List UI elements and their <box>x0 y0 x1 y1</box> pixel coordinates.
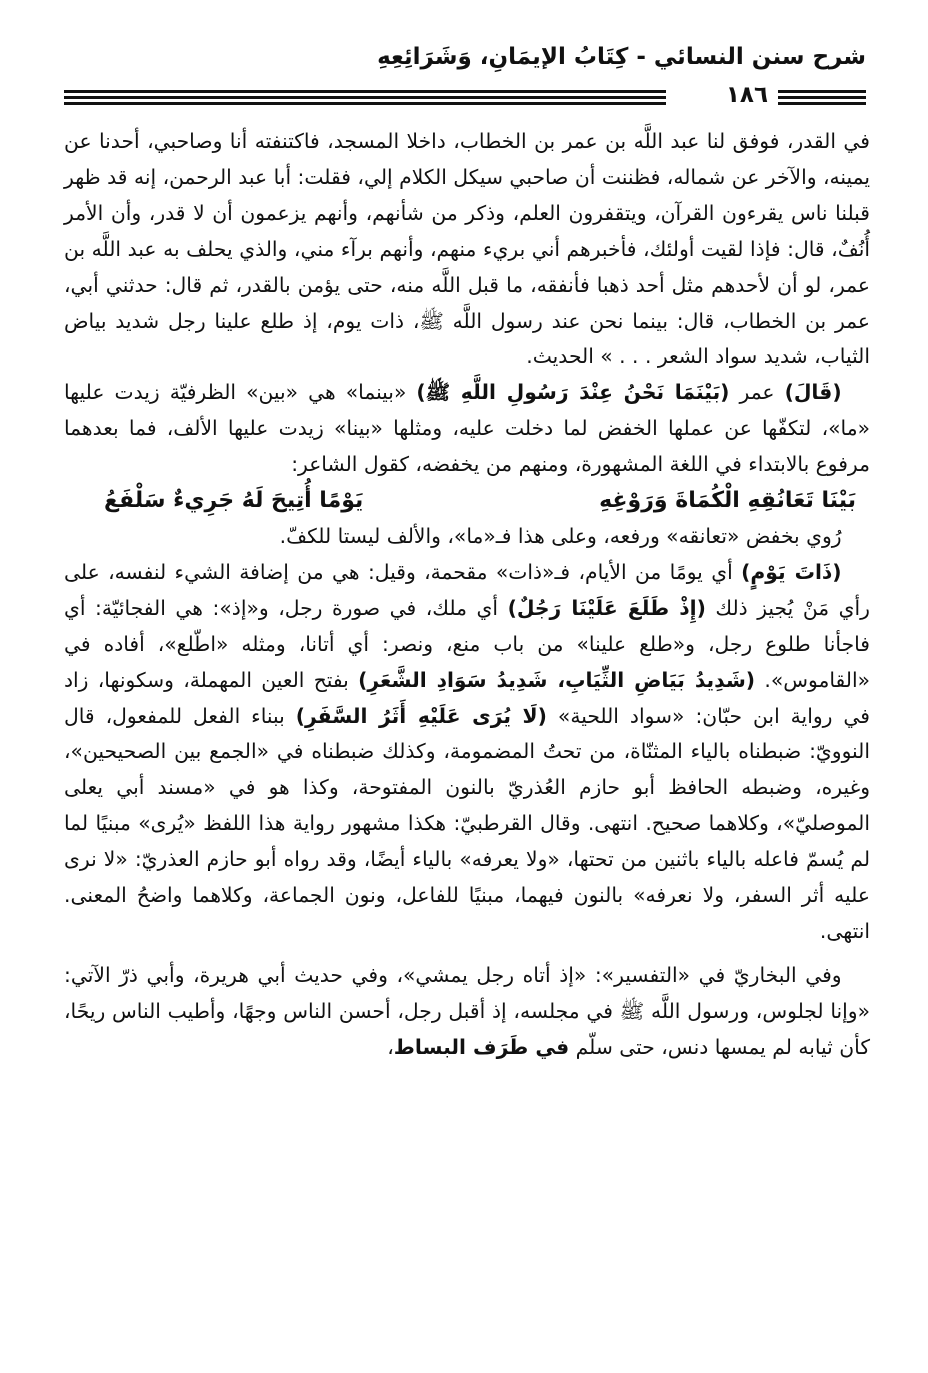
main-text <box>64 124 870 1324</box>
running-title: شرح سنن النسائي - كِتَابُ الإيمَانِ، وَشَرَائِعِهِ <box>377 44 866 70</box>
verse-hemistich-second: يَوْمًا أُتِيحَ لَهُ جَرِيءٌ سَلْفَعُ <box>104 488 364 514</box>
quoted-matn: (ذَاتَ يَوْمٍ) <box>741 559 842 584</box>
paragraph-commentary-4 <box>64 958 870 1066</box>
text-run: ببناء الفعل للمفعول، قال النوويّ: ضبطناه بالياء المثنّاة، من تحتُ المضمومة، وكذلك ضبطناه في «الجمع بين الصحيحين»، وغيره، وضبطه الحافظ أبو حازم العُذريّ بالنون المفتوحة، وكذا هو في «مسند أبي يعلى الموصليّ»، وكلاهما صحيح. انتهى. وقال القرطبيّ: هكذا مشهور رواية هذا اللفظ «يُرى» مبنيًا لما لم يُسمّ فاعله بالياء باثنين من تحتها، «ولا يعرفه» بالياء أيضًا، وقد رواه أبو حازم العذريّ: «لا نرى عليه أثر السفر، ولا نعرفه» بالنون فيهما، مبنيًا للفاعل، ونون الجماعة، وكلاهما واضحُ المعنى. انتهى. <box>64 703 870 943</box>
paragraph-commentary-1 <box>64 375 870 483</box>
quoted-matn: (قَالَ) <box>784 380 842 405</box>
quoted-matn: (إِذْ طَلَعَ عَلَيْنَا رَجُلٌ) <box>507 595 706 620</box>
page-number: ١٨٦ <box>725 82 768 108</box>
header-rule <box>64 90 666 108</box>
text-run: «بينما» هي «بين» الظرفيّة زيدت عليها «ما»، لتكفّها عن عملها الخفض لما دخلت عليه، ومثلها «بينا» زيدت عليها الألف، فما بعدهما مرفوع بالابتداء في اللغة المشهورة، ومنهم من يخفضه، كقول الشاعر: <box>64 380 870 477</box>
quoted-matn: (لَا يُرَى عَلَيْهِ أَثَرُ السَّفَرِ) <box>295 703 547 728</box>
header-rule-short <box>778 90 866 108</box>
quoted-matn: (بَيْنَمَا نَحْنُ عِنْدَ رَسُولِ اللَّهِ ﷺ) <box>416 380 730 405</box>
text-run: أي ملك، في صورة رجل، و«إذ»: هي الفجائيّة: أي فاجأنا طلوع رجل، و«طلع علينا» من باب منع، ونصر: أي أتانا، ومثله «اطّلع»، أفاده في «القاموس». <box>64 595 871 692</box>
text-run: عمر <box>729 380 785 405</box>
paragraph-commentary-3 <box>64 555 870 950</box>
emphasis: في طَرَف البساط <box>393 1034 570 1059</box>
poetry-verse <box>64 483 870 519</box>
paragraph-commentary-2: رُوي بخفض «تعانقه» ورفعه، وعلى هذا فـ«ما»، والألف ليستا للكفّ. <box>279 523 842 548</box>
verse-hemistich-first: بَيْنَا تَعَانُقِهِ الْكُمَاةَ وَرَوْغِهِ <box>599 488 856 514</box>
quoted-matn: (شَدِيدُ بَيَاضِ الثِّيَابِ، شَدِيدُ سَوَادِ الشَّعَرِ) <box>358 667 756 692</box>
page-header <box>64 44 866 106</box>
text-run: أي يومًا من الأيام، فـ«ذات» مقحمة، وقيل: هي من إضافة الشيء لنفسه، على رأي مَنْ يُجيز ذلك <box>64 559 870 620</box>
text-run: بفتح العين المهملة، وسكونها، زاد في رواية ابن حبّان: «سواد اللحية» <box>64 667 871 728</box>
text-run: وفي البخاريّ في «التفسير»: «إذ أتاه رجل يمشي»، وفي حديث أبي هريرة، وأبي ذرّ الآتي: «وإنا لجلوس، ورسول اللَّه ﷺ في مجلسه، إذ أقبل رجل، أحسن الناس وجهًا، وأطيب الناس ريحًا، كأن ثيابه لم يمسها دنس، حتى سلّم <box>64 962 870 1059</box>
text-run: ، <box>387 1034 394 1059</box>
paragraph-hadith: في القدر، فوفق لنا عبد اللَّه بن عمر بن الخطاب، داخلا المسجد، فاكتنفته أنا وصاحبي، أحدنا عن يمينه، والآخر عن شماله، فظننت أن صاحبي سيكل الكلام إلي، فقلت: أبا عبد الرحمن، إنه قد ظهر قبلنا ناس يقرءون القرآن، ويتقفرون العلم، وذكر من شأنهم، وأنهم يزعمون أن لا قدر، وأن الأمر أُنُفٌ، قال: فإذا لقيت أولئك، فأخبرهم أني بريء منهم، وأنهم برآء مني، والذي يحلف به عبد اللَّه بن عمر، لو أن لأحدهم مثل أحد ذهبا فأنفقه، ما قبل اللَّه منه، حتى يؤمن بالقدر، ثم قال: حدثني أبي، عمر بن الخطاب، قال: بينما نحن عند رسول اللَّه ﷺ، ذات يوم، إذ طلع علينا رجل شديد بياض الثياب، شديد سواد الشعر . . . » الحديث. <box>64 129 870 369</box>
